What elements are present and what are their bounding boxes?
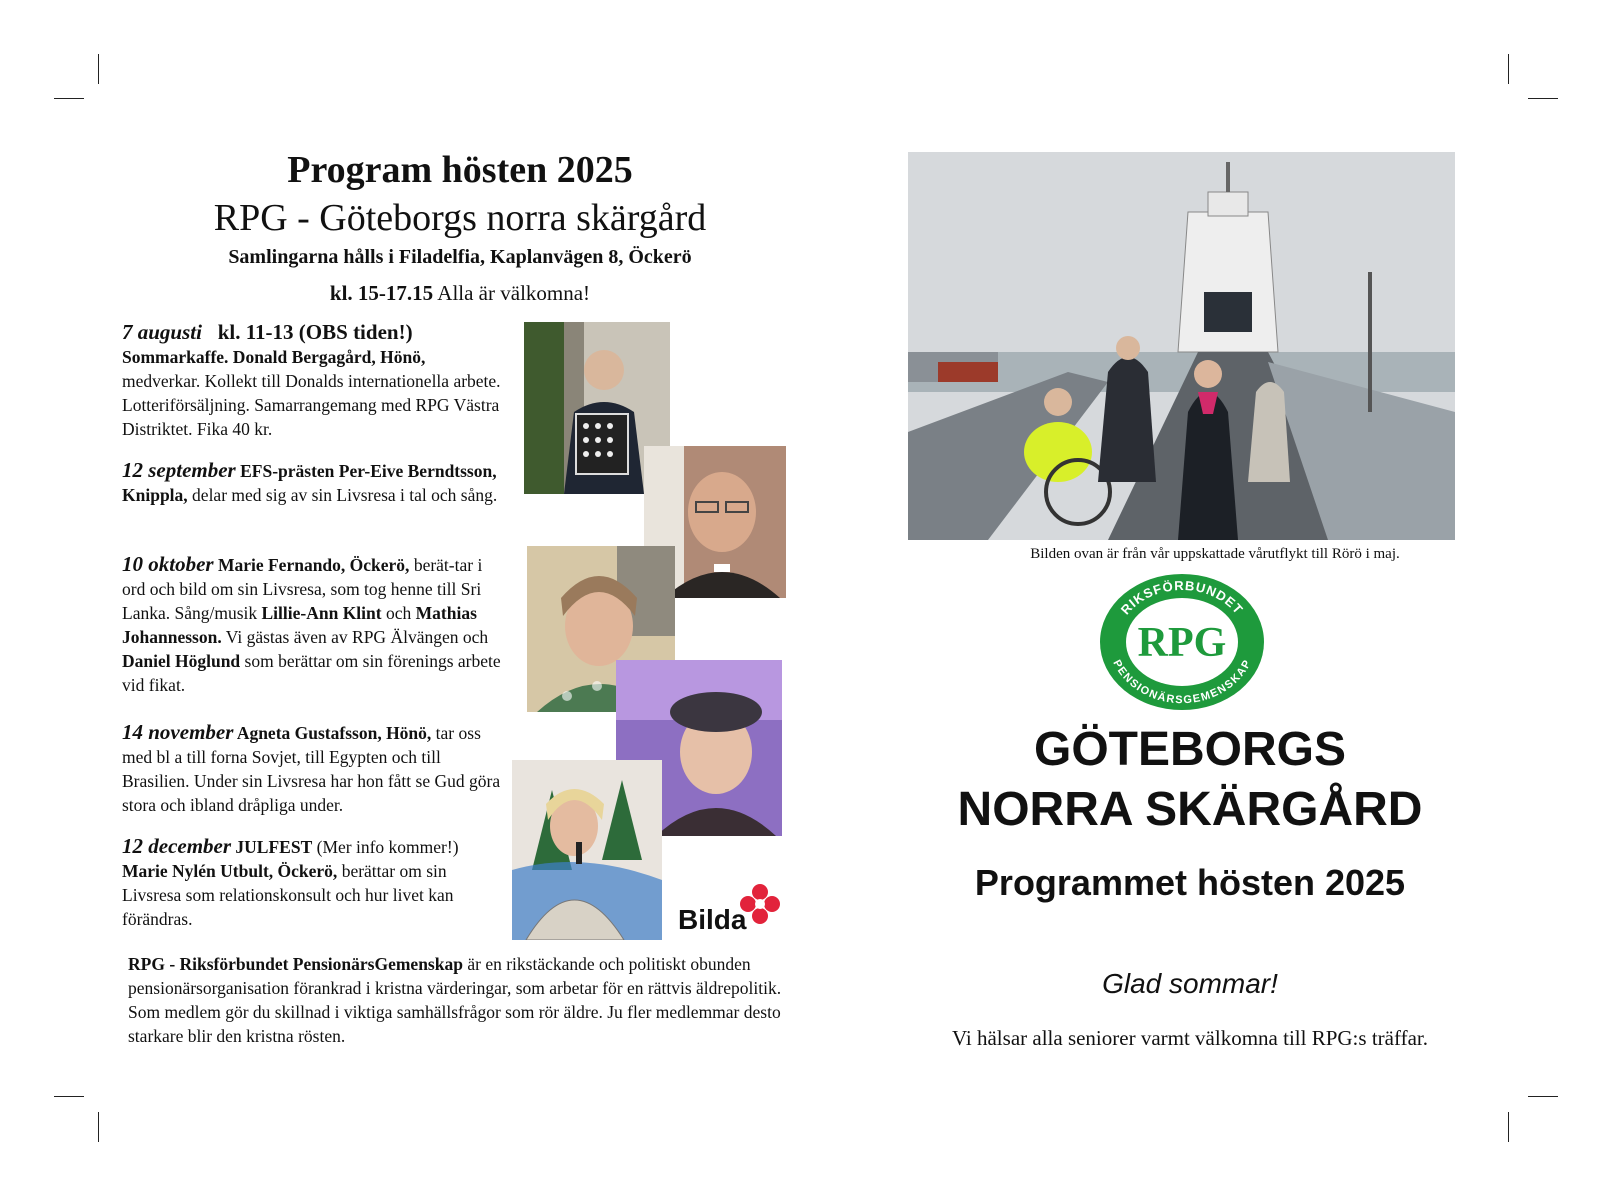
crop-mark bbox=[98, 54, 99, 84]
event-date: 12 september bbox=[122, 458, 236, 482]
svg-text:RIKSFÖRBUNDET bbox=[1118, 578, 1247, 617]
event-december bbox=[122, 834, 492, 931]
time-bold: kl. 15-17.15 bbox=[329, 281, 434, 305]
crop-mark bbox=[98, 1112, 99, 1142]
event-text: tar oss med bl a till forna Sovjet, till Egypten och till Brasilien. Under sin Livsresa har hon fått se Gud göra stora och ibland dråpliga under. bbox=[122, 723, 501, 815]
event-bold: Daniel Höglund bbox=[122, 651, 241, 671]
time-rest: Alla är välkomna! bbox=[433, 281, 591, 305]
title-programmet: Programmet hösten 2025 bbox=[974, 862, 1406, 903]
title-goteborgs: GÖTEBORGS bbox=[1033, 723, 1347, 776]
event-bold: Marie Fernando, Öckerö, bbox=[213, 555, 410, 575]
event-text: medverkar. Kollekt till Donalds internationella arbete. Lotteriförsäljning. Samarrangemang med RPG Västra Distriktet. Fika 40 kr. bbox=[122, 371, 501, 439]
location-line: Samlingarna hålls i Filadelfia, Kaplanvägen 8, Öckerö bbox=[228, 246, 692, 268]
crop-mark bbox=[54, 98, 84, 99]
event-september bbox=[122, 458, 504, 507]
event-october bbox=[122, 552, 504, 697]
crop-mark bbox=[54, 1096, 84, 1097]
event-text: som berättar om sin förenings arbete vid fikat. bbox=[122, 651, 501, 695]
event-date: 7 augusti bbox=[122, 320, 202, 344]
greeting-line: Vi hälsar alla seniorer varmt välkomna till RPG:s träffar. bbox=[952, 1026, 1428, 1050]
event-text: berättar om sin Livsresa som relationskonsult och hur livet kan förändras. bbox=[122, 861, 454, 929]
event-date: 12 december bbox=[122, 834, 232, 858]
event-text: och bbox=[381, 603, 416, 623]
event-date: 10 oktober bbox=[122, 552, 214, 576]
title-norra-skargard: NORRA SKÄRGÅRD bbox=[957, 783, 1423, 836]
event-bold: JULFEST bbox=[231, 837, 313, 857]
footer-bold: RPG - Riksförbundet PensionärsGemenskap bbox=[128, 954, 463, 974]
ferry-photo bbox=[908, 152, 1455, 540]
crop-mark bbox=[1508, 1112, 1509, 1142]
event-bold: Lillie-Ann Klint bbox=[261, 603, 382, 623]
footer-text: är en rikstäckande och politiskt obunden pensionärsorganisation förankrad i kristna värderingar, som arbetar för en rättvis äldrepolitik. Som medlem gör du skillnad i viktiga samhällsfrågor som rör äldre. Ju fler medlemmar desto starkare blir den kristna rösten. bbox=[128, 954, 782, 1046]
event-date: 14 november bbox=[122, 720, 234, 744]
glad-sommar: Glad sommar! bbox=[1102, 968, 1278, 999]
event-bold: Marie Nylén Utbult, Öckerö, bbox=[122, 861, 338, 881]
event-text: (Mer info kommer!) bbox=[312, 837, 459, 857]
program-title: Program hösten 2025 bbox=[287, 149, 633, 191]
event-bold: Agneta Gustafsson, Hönö, bbox=[233, 723, 432, 743]
event-text: delar med sig av sin Livsresa i tal och sång. bbox=[187, 485, 498, 505]
photo-woman-speaking bbox=[512, 760, 662, 940]
bilda-wordmark: Bilda bbox=[678, 904, 747, 935]
event-text: Vi gästas även av RPG Älvängen och bbox=[221, 627, 489, 647]
logo-top-text: RIKSFÖRBUNDET bbox=[1117, 577, 1247, 618]
rpg-logo bbox=[1097, 572, 1267, 712]
event-head: kl. 11-13 (OBS tiden!) bbox=[201, 320, 413, 344]
event-november bbox=[122, 720, 504, 817]
event-bold: Mathias Johannesson. bbox=[122, 603, 477, 647]
crop-mark bbox=[1528, 1096, 1558, 1097]
crop-mark bbox=[1508, 54, 1509, 84]
organization-description bbox=[128, 952, 788, 1048]
time-line bbox=[120, 281, 800, 306]
logo-mid-text: RPG bbox=[1137, 620, 1227, 666]
photo-caption: Bilden ovan är från vår uppskattade vårutflykt till Rörö i maj. bbox=[1030, 546, 1400, 562]
event-bold: Sommarkaffe. Donald Bergagård, Hönö, bbox=[122, 347, 426, 367]
event-text: berät-tar i ord och bild om sin Livsresa, som tog henne till Sri Lanka. Sång/musik bbox=[122, 555, 483, 623]
event-bold: EFS-prästen Per-Eive Berndtsson, Knippla, bbox=[122, 461, 497, 505]
logo-bottom-text: PENSIONÄRSGEMENSKAP bbox=[1110, 658, 1254, 707]
bilda-logo bbox=[676, 878, 786, 938]
crop-mark bbox=[1528, 98, 1558, 99]
event-august bbox=[122, 320, 504, 441]
program-subtitle: RPG - Göteborgs norra skärgård bbox=[213, 197, 707, 239]
